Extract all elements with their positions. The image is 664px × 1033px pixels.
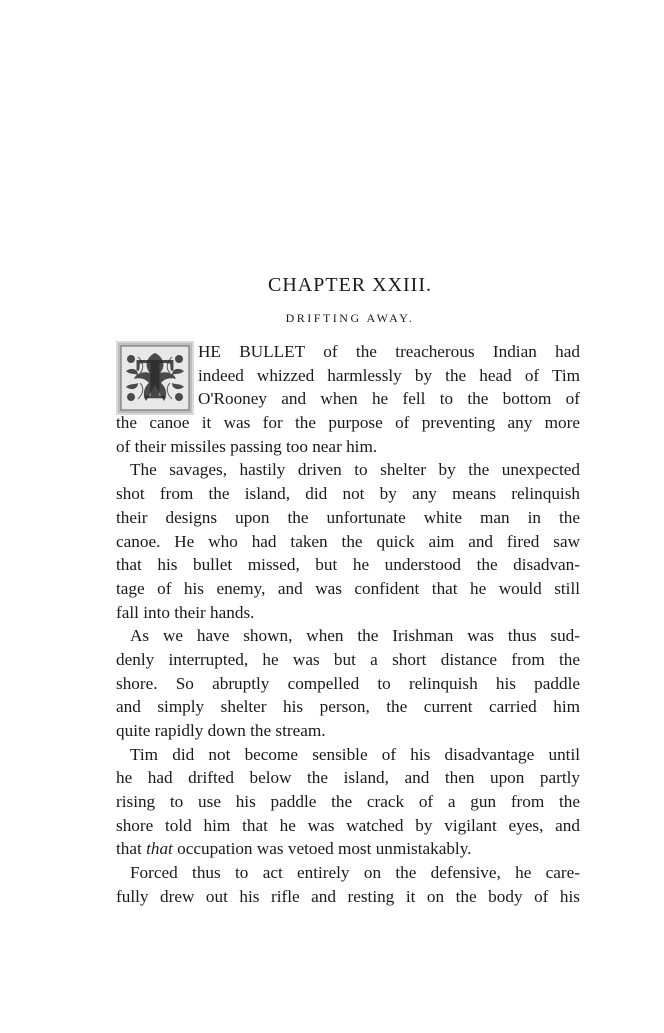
chapter-body [116,340,580,909]
text-line-with-emphasis [116,837,580,861]
text-line: fall into their hands. [116,602,255,622]
text-line: shore. So abruptly compelled to relinquish his paddle [116,673,580,693]
text-line: shore told him that he was watched by vigilant eyes, and [116,815,580,835]
text-line: fully drew out his rifle and resting it on the body of his [116,886,580,906]
text-fragment: occupation was vetoed most unmistakably. [172,839,472,859]
text-line: indeed whizzed harmlessly by the head of Tim [198,365,580,385]
text-line: Forced thus to act entirely on the defensive, he care- [130,863,580,883]
text-line: that his bullet missed, but he understood the disadvan- [116,555,580,575]
drop-cap-letter: T [135,345,175,411]
text-line: shot from the island, did not by any means relinquish [116,484,580,504]
chapter-subtitle: DRIFTING AWAY. [285,311,415,325]
text-line: their designs upon the unfortunate white man in the [116,507,580,527]
text-fragment: that [116,839,147,859]
text-line: quite rapidly down the stream. [116,721,326,740]
text-line: denly interrupted, he was but a short distance from the [116,649,580,669]
text-line: he had drifted below the island, and then upon partly [116,768,580,788]
text-line: HE BULLET of the treacherous Indian had [198,342,580,361]
chapter-title: CHAPTER XXIII. [268,274,432,296]
text-line: tage of his enemy, and was confident that he would still [116,578,580,598]
text-line: and simply shelter his person, the current carried him [116,697,580,717]
text-line: O'Rooney and when he fell to the bottom of [198,389,580,409]
text-line: rising to use his paddle the crack of a gun from the [116,792,580,812]
text-line: canoe. He who had taken the quick aim and fired saw [116,531,580,551]
text-line: The savages, hastily driven to shelter by the unexpected [130,460,580,480]
emphasized-word: that [146,839,173,859]
text-line: the canoe it was for the purpose of preventing any more [116,413,580,433]
text-line: As we have shown, when the Irishman was thus sud- [130,626,580,646]
text-line: Tim did not become sensible of his disadvantage until [130,744,580,764]
text-line: of their missiles passing too near him. [116,436,378,456]
